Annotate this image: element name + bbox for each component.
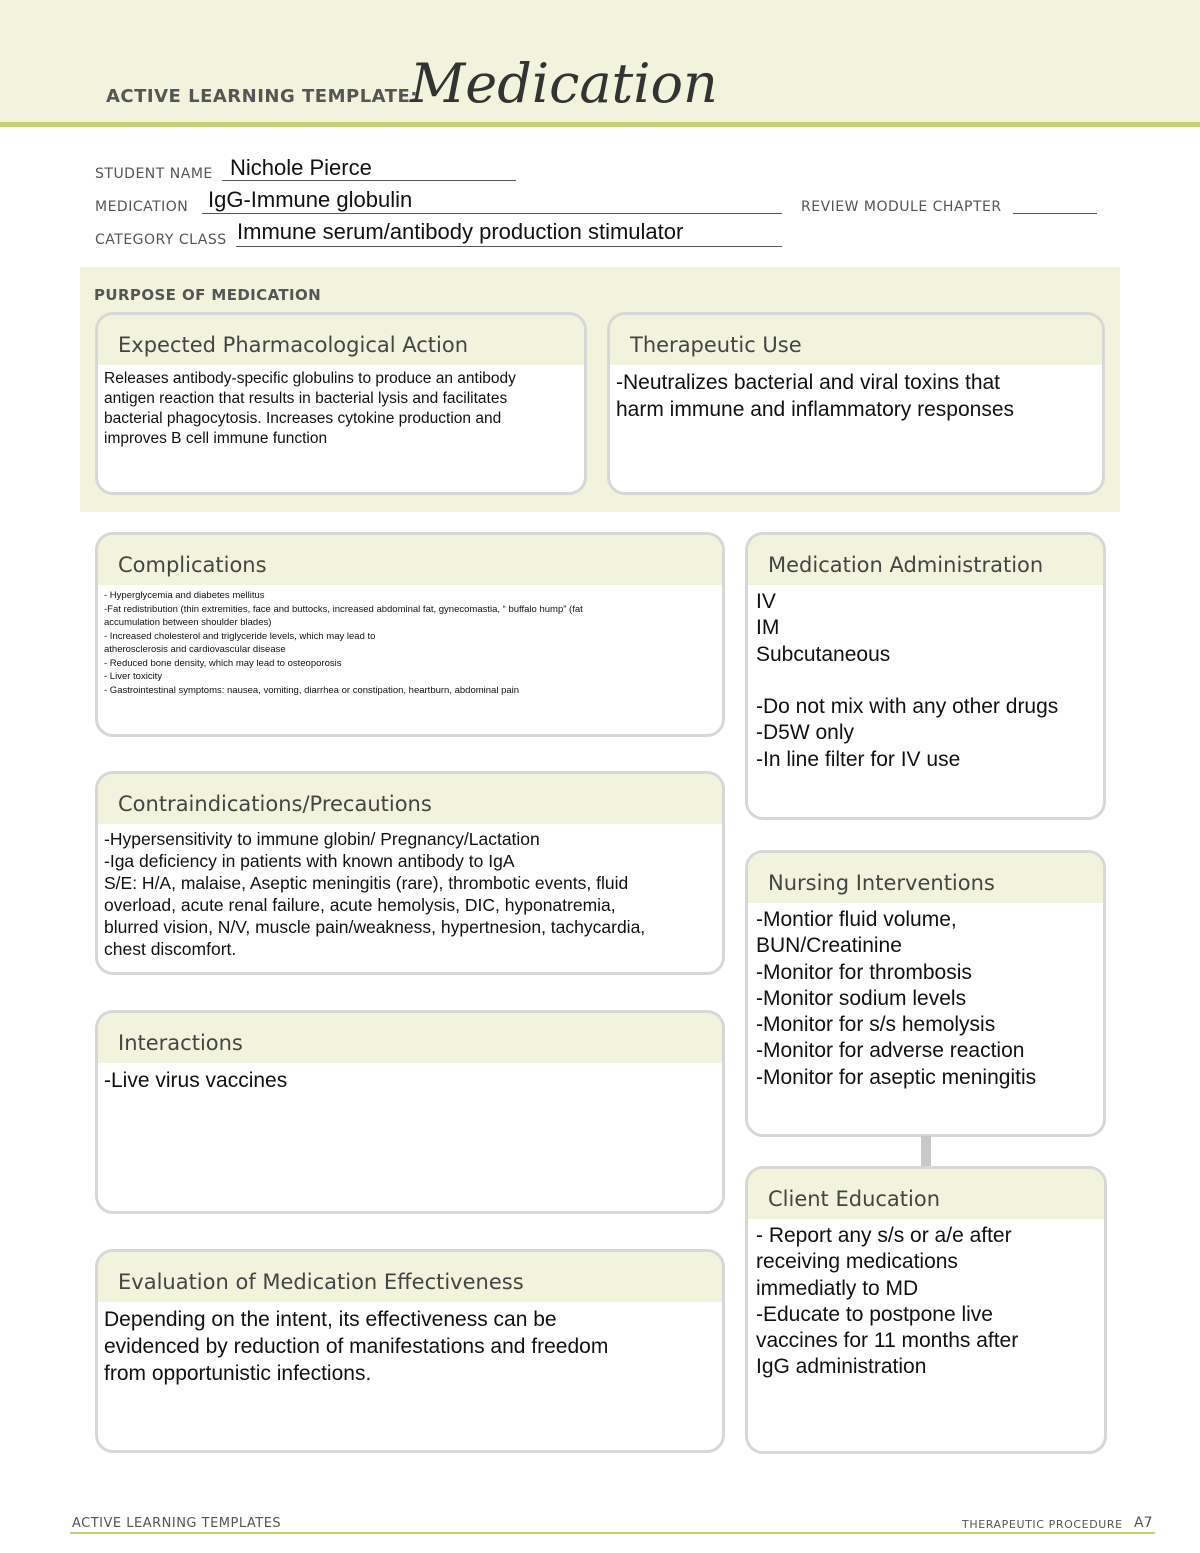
nursing-interventions-box — [745, 850, 1106, 1137]
expected-action-text: Releases antibody-specific globulins to produce an antibody antigen reaction that results in bacterial lysis and facilitates bacterial phagocytosis. Increases cytokine production and improves B cell immune function — [104, 370, 516, 447]
medication-underline — [202, 213, 782, 214]
footer-rule — [70, 1532, 1155, 1534]
interactions-title: Interactions — [98, 1013, 722, 1063]
footer-page-number: A7 — [1134, 1515, 1153, 1531]
complications-box — [95, 532, 725, 737]
medication-value: IgG-Immune globulin — [208, 187, 413, 212]
purpose-title: PURPOSE OF MEDICATION — [94, 286, 322, 304]
student-name-label: STUDENT NAME — [95, 166, 213, 182]
student-name-value: Nichole Pierce — [230, 155, 372, 180]
therapeutic-use-box — [607, 312, 1105, 495]
header-rule — [0, 122, 1200, 127]
interactions-box — [95, 1010, 725, 1214]
therapeutic-use-text: -Neutralizes bacterial and viral toxins that harm immune and inflammatory responses — [616, 371, 1014, 421]
interactions-text: -Live virus vaccines — [104, 1069, 288, 1092]
administration-title: Medication Administration — [748, 535, 1103, 585]
complications-text: - Hyperglycemia and diabetes mellitus -Fat redistribution (thin extremities, face and buttocks, increased abdominal fat, gynecomastia, “ buffalo hump” (fat accumulation between shoulder blades) - Increased cholesterol and triglyceride levels, which may lead to atherosclerosis and cardiovascular disease - Reduced bone density, which may lead to osteoporosis - Liver toxicity - Gastrointestinal symptoms: nausea, vomiting, diarrhea or constipation, heartburn, abdominal pain — [104, 590, 583, 696]
medication-label: MEDICATION — [95, 199, 189, 215]
contraindications-box — [95, 771, 725, 975]
template-label: ACTIVE LEARNING TEMPLATE: — [106, 86, 418, 107]
review-module-label: REVIEW MODULE CHAPTER — [801, 199, 1002, 215]
administration-box — [745, 532, 1106, 820]
client-education-text: - Report any s/s or a/e after receiving medications immediatly to MD -Educate to postpone live vaccines for 11 months after IgG administration — [756, 1224, 1019, 1379]
contraindications-text: -Hypersensitivity to immune globin/ Pregnancy/Lactation -Iga deficiency in patients with known antibody to IgA S/E: H/A, malaise, Aseptic meningitis (rare), thrombotic events, fluid overload, acute renal failure, acute hemolysis, DIC, hyponatremia, blurred vision, N/V, muscle pain/weakness, hypertnesion, tachycardia, chest discomfort. — [104, 829, 646, 959]
footer-right-label: THERAPEUTIC PROCEDURE — [962, 1518, 1123, 1531]
category-class-label: CATEGORY CLASS — [95, 232, 227, 248]
evaluation-text: Depending on the intent, its effectiveness can be evidenced by reduction of manifestations and freedom from opportunistic infections. — [104, 1308, 609, 1385]
client-education-title: Client Education — [748, 1169, 1104, 1219]
template-title: Medication — [410, 52, 718, 115]
therapeutic-use-title: Therapeutic Use — [610, 315, 1102, 365]
expected-action-title: Expected Pharmacological Action — [98, 315, 584, 365]
client-education-box — [745, 1166, 1107, 1454]
contraindications-title: Contraindications/Precautions — [98, 774, 722, 824]
footer-left-label: ACTIVE LEARNING TEMPLATES — [72, 1516, 282, 1531]
evaluation-box — [95, 1249, 725, 1453]
nursing-interventions-title: Nursing Interventions — [748, 853, 1103, 903]
evaluation-title: Evaluation of Medication Effectiveness — [98, 1252, 722, 1302]
box-connector — [921, 1136, 931, 1166]
nursing-interventions-text: -Montior fluid volume, BUN/Creatinine -Monitor for thrombosis -Monitor sodium levels -Monitor for s/s hemolysis -Monitor for adverse reaction -Monitor for aseptic meningitis — [756, 908, 1037, 1089]
category-class-underline — [236, 246, 782, 247]
expected-action-box — [95, 312, 587, 495]
review-module-underline — [1013, 213, 1097, 214]
administration-text: IV IM Subcutaneous -Do not mix with any other drugs -D5W only -In line filter for IV use — [756, 590, 1059, 771]
complications-title: Complications — [98, 535, 722, 585]
category-class-value: Immune serum/antibody production stimulator — [237, 219, 684, 244]
